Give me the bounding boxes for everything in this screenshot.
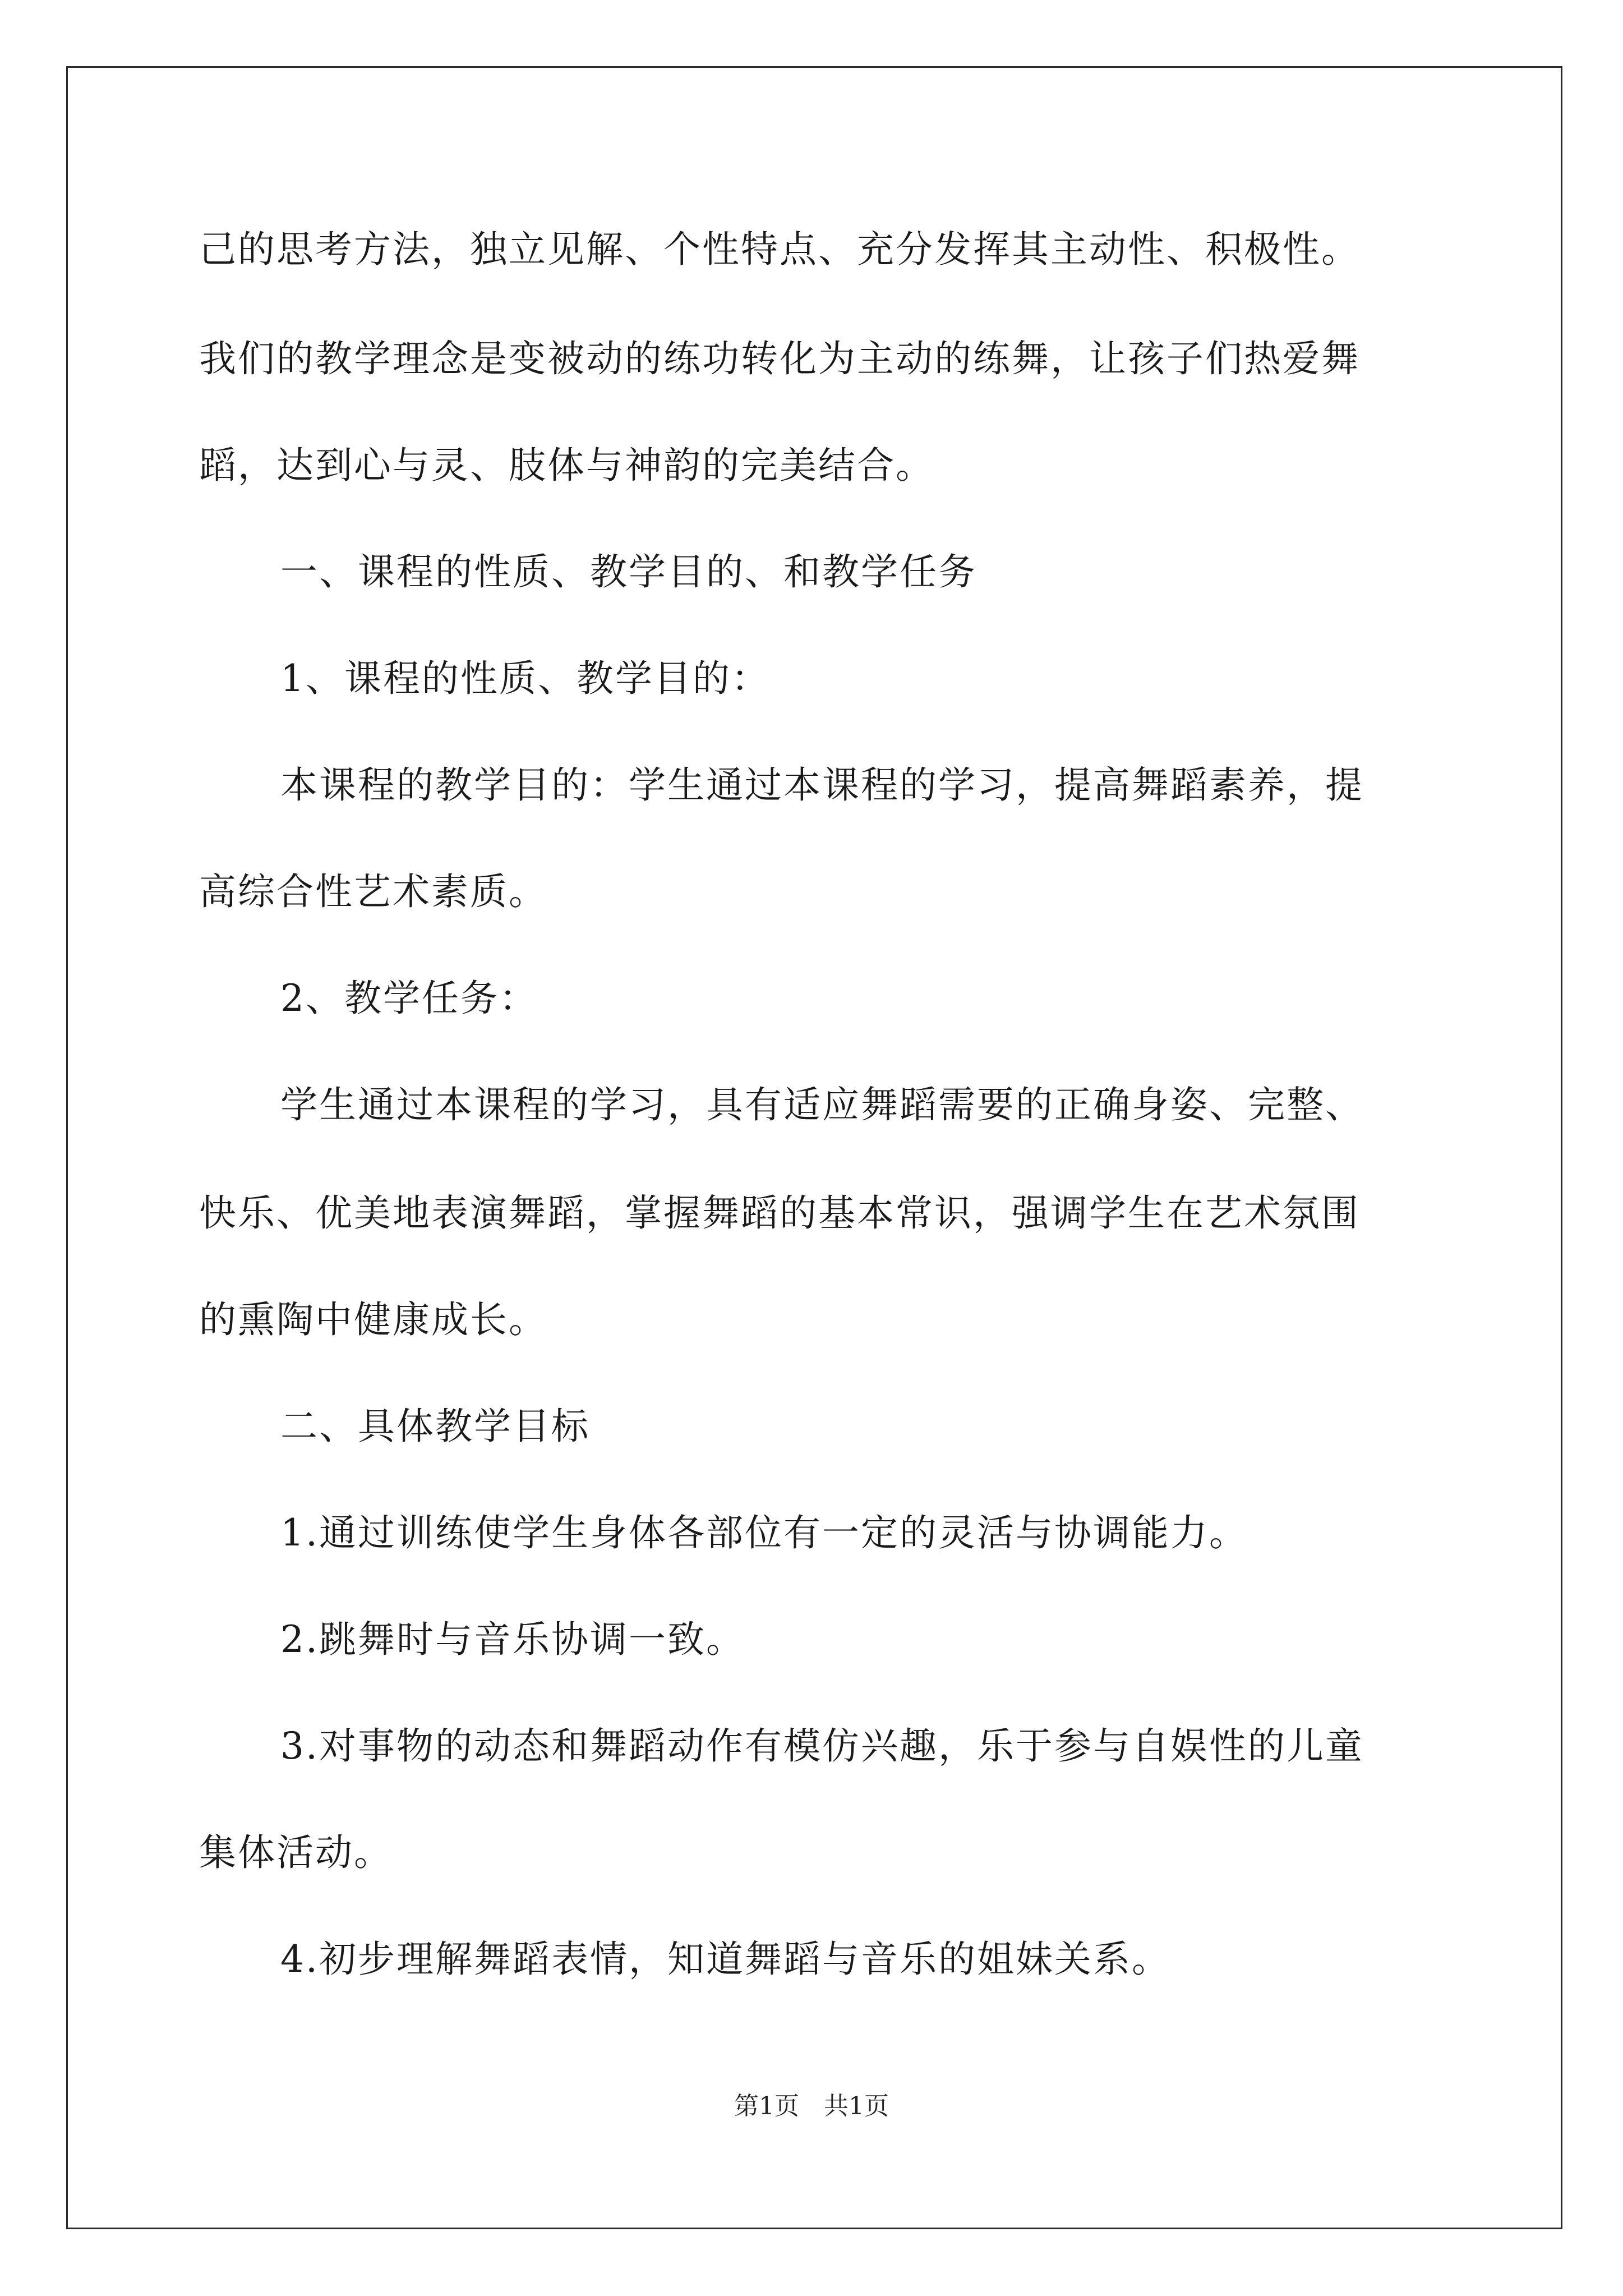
- section-heading: 二、具体教学目标: [280, 1405, 590, 1448]
- list-item: 2.跳舞时与音乐协调一致。: [280, 1618, 745, 1661]
- list-item: 3.对事物的动态和舞蹈动作有模仿兴趣，乐于参与自娱性的儿童: [280, 1724, 1364, 1768]
- page-number-footer: 第1页 共1页: [734, 2092, 889, 2120]
- section-heading: 一、课程的性质、教学目的、和教学任务: [280, 550, 977, 593]
- paragraph-line: 快乐、优美地表演舞蹈，掌握舞蹈的基本常识，强调学生在艺术氛围: [199, 1191, 1360, 1235]
- paragraph-line: 学生通过本课程的学习，具有适应舞蹈需要的正确身姿、完整、: [280, 1083, 1364, 1126]
- list-item: 4.初步理解舞蹈表情，知道舞蹈与音乐的姐妹关系。: [280, 1938, 1170, 1981]
- list-item: 1.通过训练使学生身体各部位有一定的灵活与协调能力。: [280, 1511, 1248, 1554]
- paragraph-line: 高综合性艺术素质。: [199, 870, 547, 913]
- paragraph-line: 的熏陶中健康成长。: [199, 1298, 547, 1341]
- paragraph-line: 蹈，达到心与灵、肢体与神韵的完美结合。: [199, 444, 934, 487]
- subsection-heading: 1、课程的性质、教学目的：: [280, 657, 770, 700]
- paragraph-line: 本课程的教学目的：学生通过本课程的学习，提高舞蹈素养，提: [280, 763, 1364, 807]
- paragraph-line: 己的思考方法，独立见解、个性特点、充分发挥其主动性、积极性。: [199, 228, 1360, 271]
- paragraph-line: 我们的教学理念是变被动的练功转化为主动的练舞，让孩子们热爱舞: [199, 337, 1360, 380]
- page-border: [66, 66, 1562, 2229]
- subsection-heading: 2、教学任务：: [280, 977, 538, 1020]
- list-item-continuation: 集体活动。: [199, 1831, 393, 1874]
